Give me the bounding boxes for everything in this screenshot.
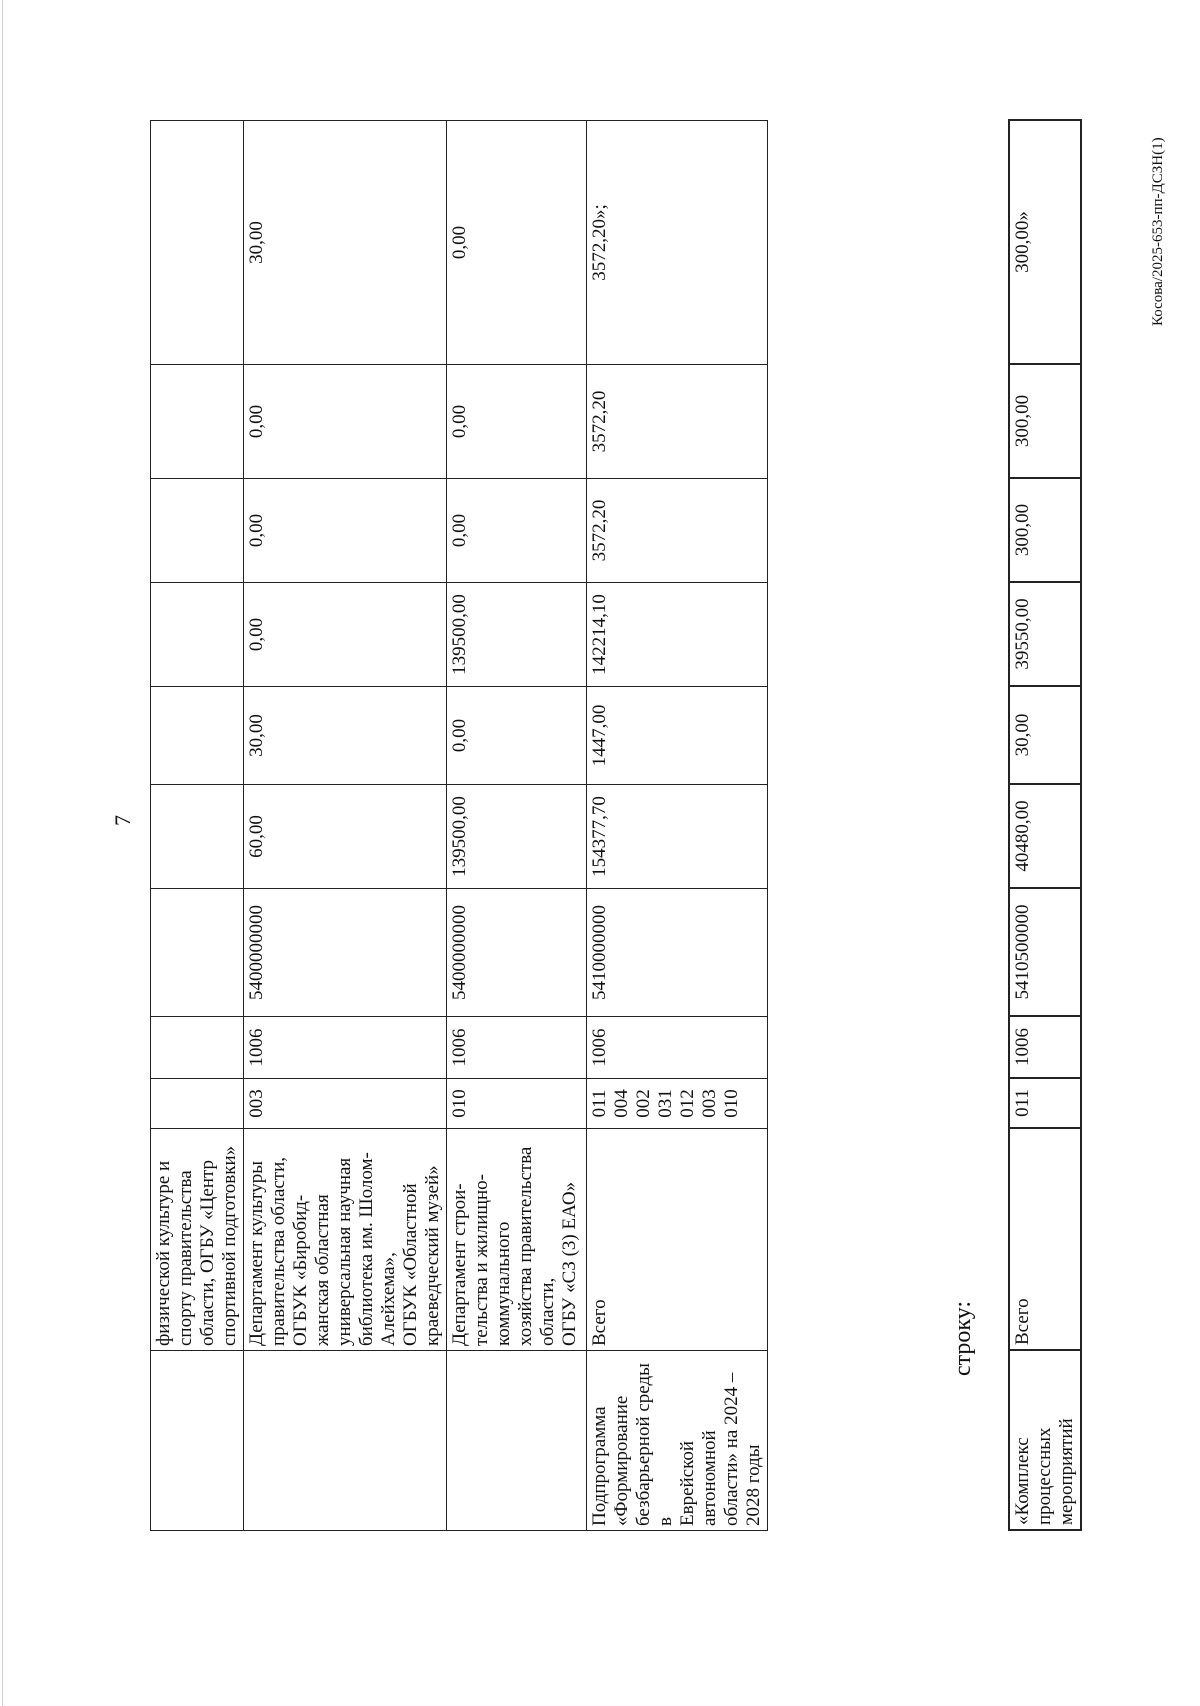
table-cell-y2025: 39550,00	[1009, 582, 1081, 686]
table-cell-executor: Всего	[1009, 1128, 1081, 1350]
footer-document-code: Косова/2025-653-пп-ДСЗН(1)	[1150, 137, 1166, 326]
table-cell-rzpr	[151, 1017, 244, 1079]
table-row	[1009, 120, 1081, 1530]
table-cell-total: 154377,70	[587, 785, 768, 889]
budget-table-bottom	[1008, 119, 1082, 1531]
table-cell-y2028: 0,00	[447, 121, 587, 365]
table-cell-csr: 5400000000	[244, 889, 447, 1017]
table-row	[587, 121, 768, 1531]
table-cell-y2027: 300,00	[1009, 364, 1081, 478]
table-cell-y2028: 3572,20»;	[587, 121, 768, 365]
table-cell-grbs: 003	[244, 1079, 447, 1129]
table-cell-grbs: 011 004 002 031 012 003 010	[587, 1079, 768, 1129]
table-cell-total	[151, 785, 244, 889]
table-cell-grbs	[151, 1079, 244, 1129]
table-cell-executor: Департамент строи- тельства и жилищно- коммунального хозяйства правительства области, ОГБУ «СЗ (3) ЕАО»	[447, 1129, 587, 1351]
table-cell-y2028	[151, 121, 244, 365]
table-cell-y2024: 0,00	[447, 687, 587, 785]
table-cell-executor: физической культуре и спорту правительства области, ОГБУ «Центр спортивной подготовки»	[151, 1129, 244, 1351]
table-cell-total: 139500,00	[447, 785, 587, 889]
table-cell-y2026: 0,00	[447, 479, 587, 583]
table-cell-y2027: 0,00	[447, 365, 587, 479]
page-number: 7	[110, 815, 135, 826]
table-cell-rzpr: 1006	[244, 1017, 447, 1079]
table-cell-y2027: 0,00	[244, 365, 447, 479]
table-cell-program: Подпрограмма «Формирование безбарьерной среды в Еврейской автономной области» на 2024 – 2028 годы	[587, 1351, 768, 1531]
table-cell-grbs: 010	[447, 1079, 587, 1129]
table-row	[151, 121, 244, 1531]
table-cell-y2025: 142214,10	[587, 583, 768, 687]
lead-text: строку:	[950, 1300, 976, 1376]
table-cell-grbs: 011	[1009, 1078, 1081, 1128]
table-cell-program: «Комплекс процессных мероприятий	[1009, 1350, 1081, 1530]
table-cell-y2024: 30,00	[244, 687, 447, 785]
table-cell-program	[244, 1351, 447, 1531]
table-cell-y2026: 0,00	[244, 479, 447, 583]
table-cell-y2028: 30,00	[244, 121, 447, 365]
table-cell-y2025	[151, 583, 244, 687]
table-cell-rzpr: 1006	[587, 1017, 768, 1079]
table-cell-y2026	[151, 479, 244, 583]
table-row	[244, 121, 447, 1531]
table-cell-y2027	[151, 365, 244, 479]
table-cell-y2024	[151, 687, 244, 785]
table-cell-rzpr: 1006	[1009, 1016, 1081, 1078]
table-cell-y2028: 300,00»	[1009, 120, 1081, 364]
table-cell-y2025: 139500,00	[447, 583, 587, 687]
table-cell-executor: Всего	[587, 1129, 768, 1351]
table-cell-csr: 5410000000	[587, 889, 768, 1017]
table-cell-csr	[151, 889, 244, 1017]
table-cell-program	[151, 1351, 244, 1531]
table-cell-total: 60,00	[244, 785, 447, 889]
table-cell-y2024: 1447,00	[587, 687, 768, 785]
table-cell-rzpr: 1006	[447, 1017, 587, 1079]
table-cell-csr: 5410500000	[1009, 888, 1081, 1016]
table-cell-program	[447, 1351, 587, 1531]
table-cell-total: 40480,00	[1009, 784, 1081, 888]
table-cell-executor: Департамент культуры правительства области, ОГБУК «Биробид- жанская областная универсальная научная библиотека им. Шолом- Алейхема», ОГБУК «Областной краеведческий музей»	[244, 1129, 447, 1351]
table-cell-y2026: 300,00	[1009, 478, 1081, 582]
table-cell-y2025: 0,00	[244, 583, 447, 687]
budget-table-top	[150, 120, 768, 1531]
table-cell-y2026: 3572,20	[587, 479, 768, 583]
table-cell-y2027: 3572,20	[587, 365, 768, 479]
table-cell-y2024: 30,00	[1009, 686, 1081, 784]
table-row	[447, 121, 587, 1531]
table-cell-csr: 5400000000	[447, 889, 587, 1017]
